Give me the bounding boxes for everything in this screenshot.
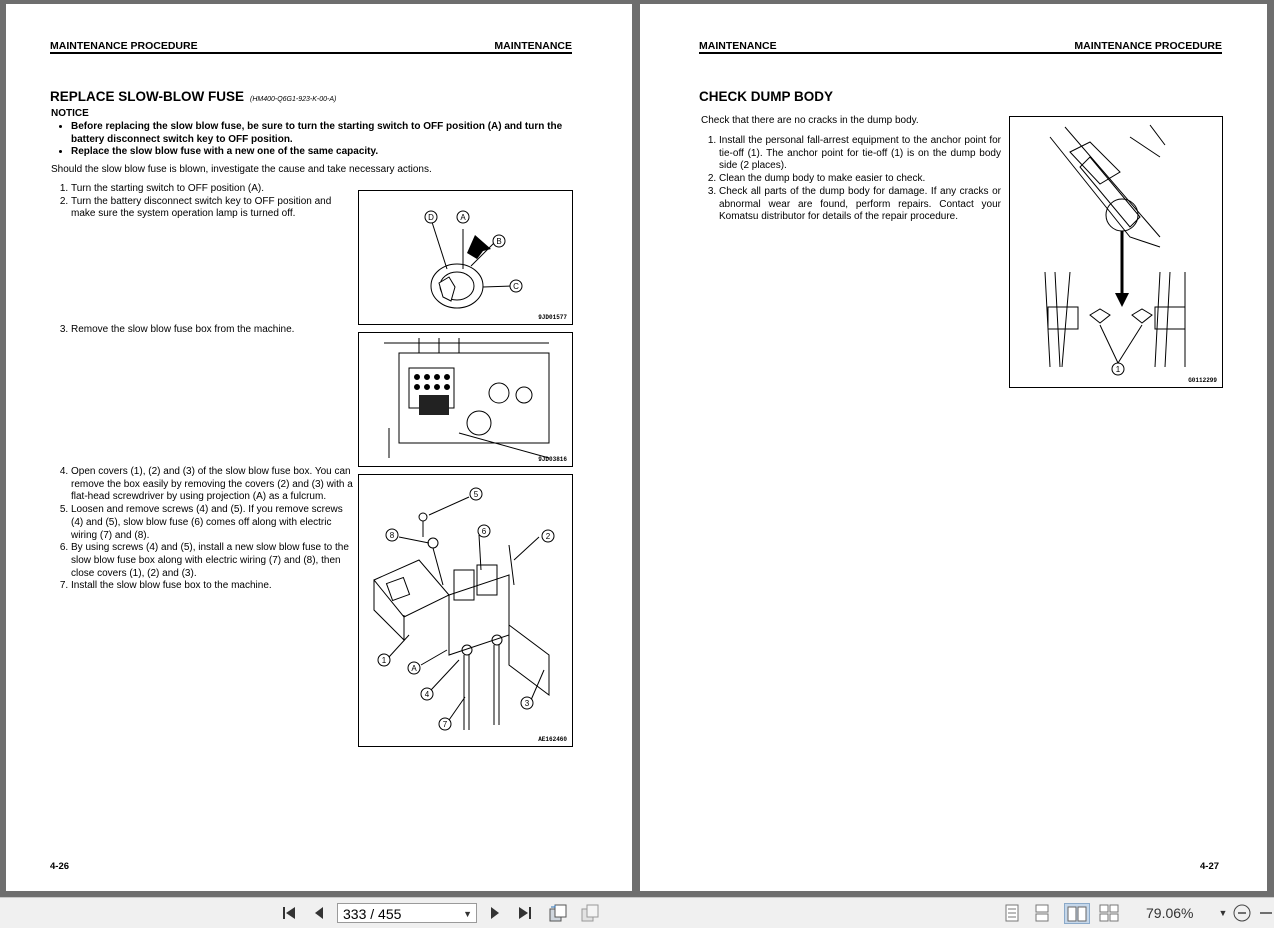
- fuse-box-location-drawing: [359, 333, 572, 466]
- notice-item: • Before replacing the slow blow fuse, be sure to turn the starting switch to OFF position (A) and turn the battery disconnect switch key to OFF position.: [71, 121, 573, 146]
- running-header-left: MAINTENANCE PROCEDURE: [50, 40, 198, 52]
- prev-page-icon[interactable]: [310, 904, 328, 922]
- two-page-icon[interactable]: [1064, 903, 1090, 924]
- fig-label: 1: [1115, 365, 1121, 374]
- step-item: 2. Clean the dump body to make easier to check.: [719, 173, 1001, 186]
- figure-code: 9JD01577: [538, 314, 567, 321]
- zoom-in-icon[interactable]: [1258, 904, 1272, 922]
- section-code: (HM400-Q6G1-923-K-00-A): [249, 96, 337, 103]
- page-thumbnails-icon[interactable]: [580, 904, 600, 922]
- step-item: 5. Loosen and remove screws (4) and (5). If you remove screws (4) and (5), slow blow fuse (6) comes off along with electric wiring (7) and (8).: [71, 504, 353, 542]
- fig3-label: 3: [524, 699, 530, 708]
- steps-group-2: [51, 324, 343, 337]
- fig3-label: 1: [381, 656, 387, 665]
- facing-pages-icon[interactable]: [1099, 904, 1119, 922]
- notice-item: • Replace the slow blow fuse with a new one of the same capacity.: [71, 146, 573, 159]
- header-rule: [699, 52, 1222, 54]
- section-title: [50, 89, 336, 104]
- intro-text: Check that there are no cracks in the dump body.: [701, 115, 919, 126]
- starting-switch-drawing: [359, 191, 572, 324]
- zoom-out-icon[interactable]: [1233, 904, 1251, 922]
- steps-list: [699, 135, 1001, 224]
- running-header-right: MAINTENANCE PROCEDURE: [1074, 40, 1222, 52]
- step-item: 2. Turn the battery disconnect switch key to OFF position and make sure the system operation lamp is turned off.: [71, 196, 343, 221]
- steps-group-1: [51, 183, 343, 221]
- single-page-icon[interactable]: [1003, 904, 1021, 922]
- chevron-down-icon[interactable]: ▼: [463, 909, 472, 919]
- step-item: 6. By using screws (4) and (5), install a new slow blow fuse to the slow blow fuse box along with electric wiring (7) and (8), then close covers (1), (2) and (3).: [71, 542, 353, 580]
- figure-dump-body: [1009, 116, 1223, 388]
- step-item: 1. Install the personal fall-arrest equipment to the anchor point for tie-off (1). The anchor point for tie-off (1) is on the dump body side (2 places).: [719, 135, 1001, 173]
- fig1-label: D: [428, 213, 434, 222]
- step-item: 7. Install the slow blow fuse box to the machine.: [71, 580, 353, 593]
- fig3-label: 8: [389, 531, 395, 540]
- section-title-text: REPLACE SLOW-BLOW FUSE: [50, 89, 244, 104]
- figure-starting-switch: [358, 190, 573, 325]
- fig3-label: 5: [473, 490, 479, 499]
- step-item: 4. Open covers (1), (2) and (3) of the slow blow fuse box. You can remove the box easily by removing the covers (2) and (3) with a flat-head screwdriver by using projection (A) as a fulcrum.: [71, 466, 353, 504]
- step-item: 3. Remove the slow blow fuse box from the machine.: [71, 324, 343, 337]
- page-number: 4-27: [1200, 861, 1220, 872]
- fig3-label: 2: [545, 532, 551, 541]
- next-page-icon[interactable]: [486, 904, 504, 922]
- figure-fuse-box-location: [358, 332, 573, 467]
- notice-list: [51, 121, 573, 159]
- step-item: 3. Check all parts of the dump body for damage. If any cracks or abnormal wear are found, perform repairs. Contact your Komatsu distributor for details of the repair procedure.: [719, 186, 1001, 224]
- step-item: 1. Turn the starting switch to OFF position (A).: [71, 183, 343, 196]
- dump-body-drawing: [1010, 117, 1222, 387]
- continuous-view-icon[interactable]: [548, 904, 568, 922]
- document-page-right: [640, 4, 1267, 891]
- page-indicator: 333 / 455: [343, 906, 402, 922]
- figure-fuse-box-exploded: [358, 474, 573, 747]
- page-number: 4-26: [50, 861, 70, 872]
- steps-group-3: [51, 466, 353, 593]
- continuous-page-icon[interactable]: [1033, 904, 1051, 922]
- header-rule: [50, 52, 572, 54]
- figure-code: AE162460: [538, 736, 567, 743]
- first-page-icon[interactable]: [280, 904, 298, 922]
- last-page-icon[interactable]: [516, 904, 534, 922]
- fig3-label: 7: [442, 720, 448, 729]
- fuse-box-exploded-drawing: [359, 475, 572, 746]
- intro-text: Should the slow blow fuse is blown, investigate the cause and take necessary actions.: [51, 164, 432, 175]
- zoom-level[interactable]: 79.06%: [1146, 905, 1194, 921]
- figure-code: G0112299: [1188, 377, 1217, 384]
- notice-label: NOTICE: [51, 108, 89, 119]
- fig3-label: A: [411, 664, 417, 673]
- viewer-toolbar: [0, 897, 1274, 928]
- figure-code: 9JD03816: [538, 456, 567, 463]
- running-header-right: MAINTENANCE: [494, 40, 572, 52]
- document-page-left: [6, 4, 632, 891]
- zoom-dropdown-icon[interactable]: ▼: [1218, 908, 1228, 918]
- fig1-label: C: [513, 282, 519, 291]
- page-number-input[interactable]: [337, 903, 477, 923]
- running-header-left: MAINTENANCE: [699, 40, 777, 52]
- fig3-label: 6: [481, 527, 487, 536]
- section-title: CHECK DUMP BODY: [699, 89, 834, 104]
- fig3-label: 4: [424, 690, 430, 699]
- fig1-label: B: [496, 237, 502, 246]
- fig1-label: A: [460, 213, 466, 222]
